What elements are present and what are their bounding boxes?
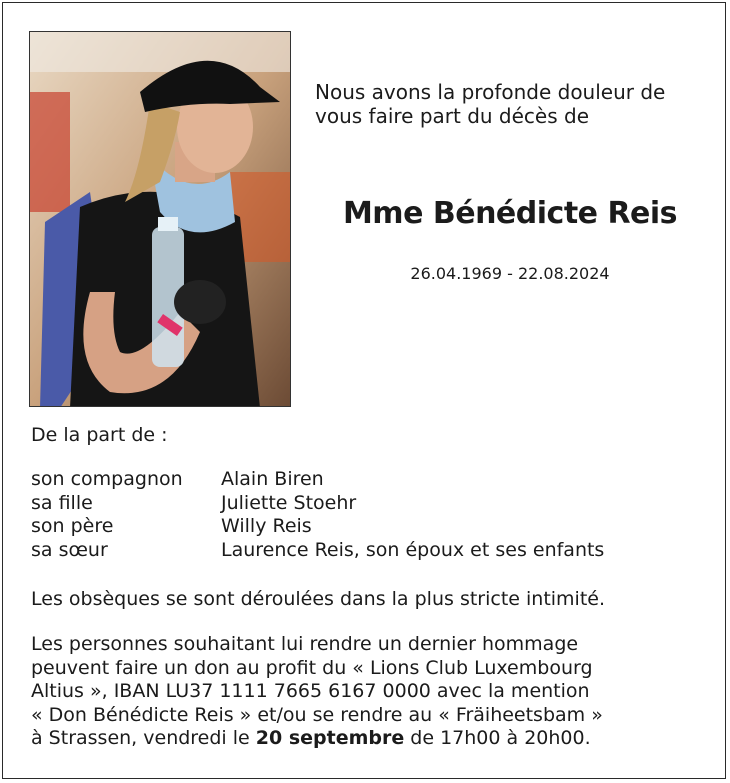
portrait-photo bbox=[29, 31, 291, 407]
tribute-paragraph bbox=[31, 633, 721, 751]
family-names: Willy Reis bbox=[221, 515, 312, 537]
tribute-line: « Don Bénédicte Reis » et/ou se rendre au « Fräiheetsbam » bbox=[31, 703, 603, 726]
life-dates: 26.04.1969 - 22.08.2024 bbox=[410, 264, 610, 283]
family-names: Juliette Stoehr bbox=[221, 491, 357, 514]
tribute-line: Les personnes souhaitant lui rendre un dernier hommage bbox=[31, 633, 579, 655]
from-label: De la part de : bbox=[31, 424, 168, 446]
intro-line: Nous avons la profonde douleur de bbox=[315, 80, 666, 104]
tribute-line: peuvent faire un don au profit du « Lions Club Luxembourg bbox=[31, 656, 593, 679]
deceased-name: Mme Bénédicte Reis bbox=[342, 196, 678, 231]
funeral-note: Les obsèques se sont déroulées dans la plus stricte intimité. bbox=[31, 588, 606, 610]
family-relation: son compagnon bbox=[31, 468, 183, 490]
family-relation: sa fille bbox=[31, 491, 93, 514]
family-row bbox=[31, 468, 604, 492]
tribute-line: Altius », IBAN LU37 1111 7665 6167 0000 avec la mention bbox=[31, 680, 590, 702]
family-relation: son père bbox=[31, 515, 114, 537]
intro-text bbox=[315, 80, 715, 128]
family-list bbox=[31, 468, 604, 562]
intro-line: vous faire part du décès de bbox=[315, 104, 590, 128]
family-row bbox=[31, 515, 604, 539]
family-names: Alain Biren bbox=[221, 468, 324, 490]
tribute-line-last bbox=[31, 727, 721, 751]
tribute-text: de 17h00 à 20h00. bbox=[404, 727, 591, 749]
tribute-date: 20 septembre bbox=[255, 727, 405, 749]
tribute-text: à Strassen, vendredi le bbox=[31, 727, 256, 749]
family-row bbox=[31, 539, 604, 563]
family-names: Laurence Reis, son époux et ses enfants bbox=[221, 538, 605, 561]
family-row bbox=[31, 492, 604, 516]
family-relation: sa sœur bbox=[31, 538, 108, 561]
